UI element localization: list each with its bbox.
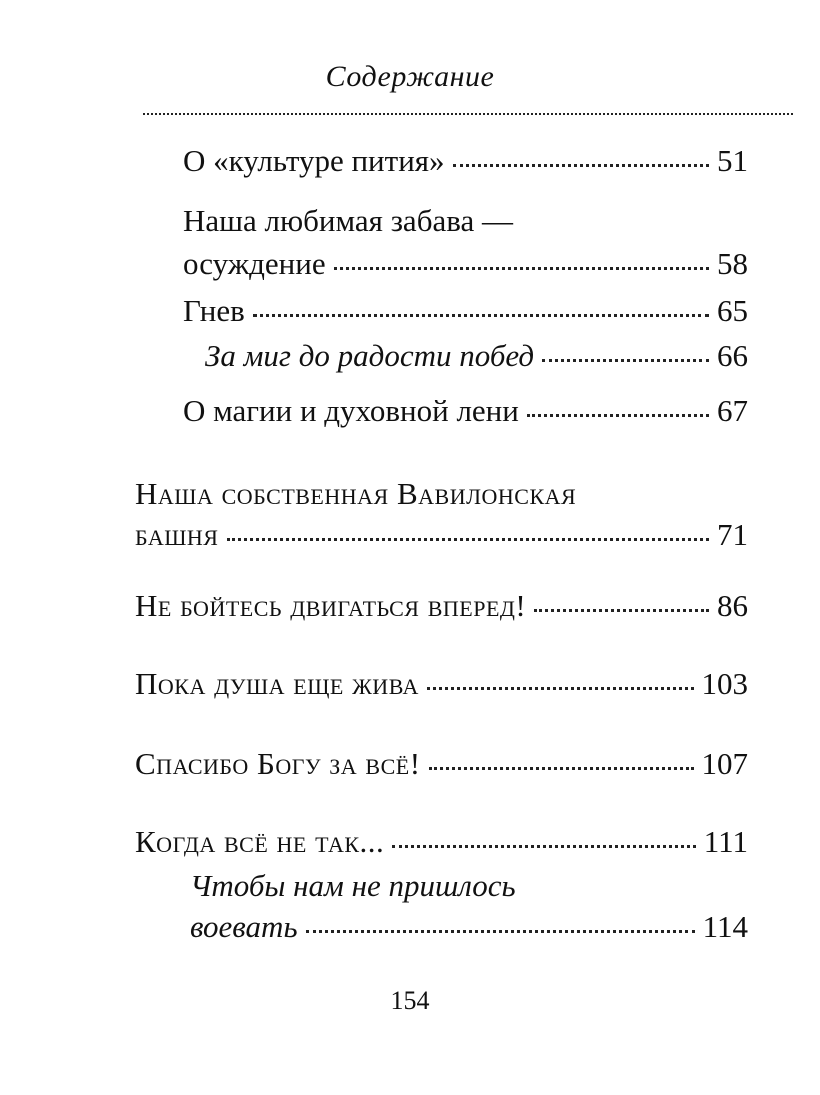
toc-entry-row [135, 590, 748, 621]
dot-leader [227, 538, 710, 541]
toc-entry-title: О «культуре пития» [183, 143, 445, 178]
dot-leader [453, 164, 709, 167]
toc-entry-row [183, 145, 748, 176]
toc-entry [135, 748, 748, 779]
toc-entry [205, 340, 748, 371]
dot-leader [306, 930, 695, 933]
dot-leader [427, 687, 694, 690]
toc-entry-title: осуждение [183, 246, 326, 281]
header-dotted-rule [143, 113, 793, 115]
toc-entry-title: воевать [190, 909, 298, 944]
toc-entry-page: 71 [717, 517, 748, 552]
toc-entry-title: башня [135, 517, 219, 552]
toc-entry-row [190, 911, 748, 942]
toc-entry-page: 86 [717, 588, 748, 623]
toc-entry-page: 66 [717, 338, 748, 373]
dot-leader [253, 314, 709, 317]
toc-entry-page: 103 [701, 666, 748, 701]
dot-leader [542, 359, 709, 362]
toc-entry-title: Гнев [183, 293, 245, 328]
toc-entry-page: 107 [701, 746, 748, 781]
toc-entry-page: 58 [717, 246, 748, 281]
page-number: 154 [390, 986, 430, 1015]
toc-entry-page: 65 [717, 293, 748, 328]
toc-entry-row [135, 748, 748, 779]
toc-entry [135, 590, 748, 621]
toc-entry-page: 67 [717, 393, 748, 428]
toc-entry [135, 668, 748, 699]
dot-leader [429, 767, 694, 770]
toc-entry [183, 395, 748, 426]
toc-entry-title: Не бойтесь двигаться вперед! [135, 588, 527, 623]
toc-entry-title-line: Наша собственная Вавилонская [135, 476, 577, 511]
toc-entry-title: За миг до радости побед [205, 338, 535, 373]
toc-entry [190, 870, 748, 942]
toc-entry-row [183, 248, 748, 279]
toc-entry-row [135, 826, 748, 857]
toc-entry-row [135, 519, 748, 550]
toc-entry-title: О магии и духовной лени [183, 393, 519, 428]
toc-entry-title: Пока душа еще жива [135, 666, 419, 701]
dot-leader [534, 609, 709, 612]
dot-leader [527, 414, 709, 417]
running-header-title: Содержание [325, 60, 495, 93]
toc-entry [135, 826, 748, 857]
dot-leader [334, 267, 709, 270]
dot-leader [392, 845, 696, 848]
toc-entry [183, 145, 748, 176]
toc-entry-title-line: Чтобы нам не пришлось [190, 868, 516, 903]
toc-entry-row [183, 295, 748, 326]
toc-entry-title: Когда всё не так... [135, 824, 385, 859]
toc-entry-title-line: Наша любимая забава — [183, 203, 513, 238]
toc-entry-row [205, 340, 748, 371]
toc-entry-page: 51 [717, 143, 748, 178]
toc-entry-page: 111 [703, 824, 748, 859]
toc-entry-row [183, 395, 748, 426]
toc-entry [183, 295, 748, 326]
toc-entry [135, 478, 748, 550]
toc-entry [183, 205, 748, 279]
toc-entry-title: Спасибо Богу за всё! [135, 746, 421, 781]
toc-entry-row [135, 668, 748, 699]
toc-entry-page: 114 [702, 909, 748, 944]
